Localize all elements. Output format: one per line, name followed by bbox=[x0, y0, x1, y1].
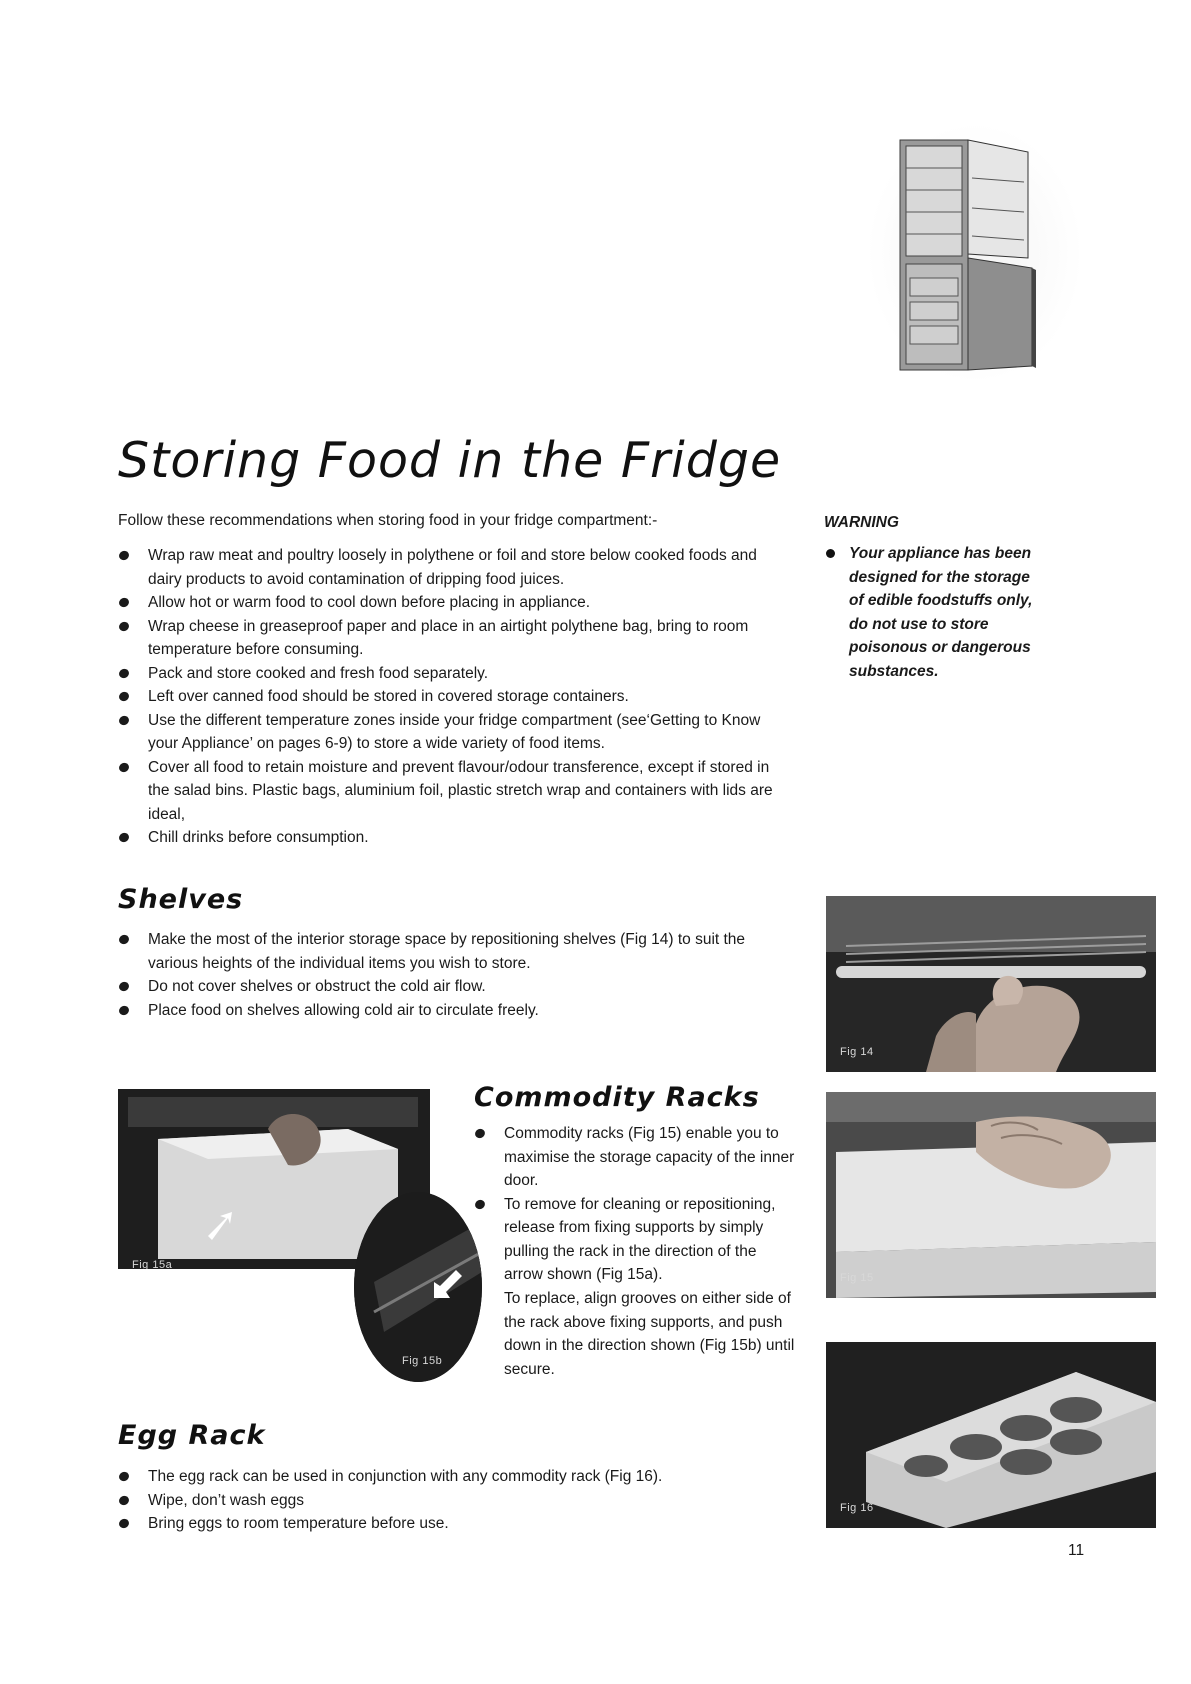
list-item: Bring eggs to room temperature before use. bbox=[118, 1512, 790, 1536]
fig16-photo bbox=[826, 1342, 1156, 1528]
list-item: Make the most of the interior storage space by repositioning shelves (Fig 14) to suit the various heights of the individual items you wish to store. bbox=[118, 928, 790, 975]
list-item: Wipe, don’t wash eggs bbox=[118, 1489, 790, 1513]
fig15-label: Fig 15 bbox=[840, 1272, 874, 1284]
page-title: Storing Food in the Fridge bbox=[118, 432, 782, 489]
list-item: Place food on shelves allowing cold air to circulate freely. bbox=[118, 999, 790, 1023]
commodity-heading: Commodity Racks bbox=[474, 1082, 760, 1113]
warning-text: Your appliance has been designed for the storage of edible foodstuffs only, do not use to store poisonous or dangerous substances. bbox=[824, 542, 1039, 683]
list-item: To remove for cleaning or repositioning, release from fixing supports by simply pulling the rack in the direction of the arrow shown (Fig 15a). bbox=[474, 1193, 796, 1287]
fig16-label: Fig 16 bbox=[840, 1502, 874, 1514]
warning-list bbox=[824, 542, 1039, 683]
shelves-list bbox=[118, 928, 790, 1022]
list-item: Left over canned food should be stored in covered storage containers. bbox=[118, 685, 790, 709]
list-item: Wrap cheese in greaseproof paper and place in an airtight polythene bag, bring to room temperature before consuming. bbox=[118, 615, 790, 662]
egg-list bbox=[118, 1465, 790, 1536]
fig15-photo bbox=[826, 1092, 1156, 1298]
list-item: Use the different temperature zones inside your fridge compartment (see‘Getting to Know your Appliance’ on pages 6-9) to store a wide variety of food items. bbox=[118, 709, 790, 756]
fridge-photo bbox=[860, 118, 1090, 388]
list-item: Cover all food to retain moisture and prevent flavour/odour transference, except if stored in the salad bins. Plastic bags, aluminium foil, plastic stretch wrap and containers with lids are ideal, bbox=[118, 756, 790, 827]
commodity-list bbox=[474, 1122, 796, 1287]
list-item: Commodity racks (Fig 15) enable you to maximise the storage capacity of the inner door. bbox=[474, 1122, 796, 1193]
fig15a-label: Fig 15a bbox=[132, 1259, 173, 1269]
storing-list bbox=[118, 544, 790, 850]
commodity-replace-text: To replace, align grooves on either side of the rack above fixing supports, and push down in the direction shown (Fig 15b) until secure. bbox=[504, 1290, 795, 1378]
fig14-label: Fig 14 bbox=[840, 1046, 874, 1058]
list-item: Chill drinks before consumption. bbox=[118, 826, 790, 850]
egg-heading: Egg Rack bbox=[118, 1420, 266, 1451]
fig15b-label: Fig 15b bbox=[402, 1355, 443, 1367]
list-item: The egg rack can be used in conjunction with any commodity rack (Fig 16). bbox=[118, 1465, 790, 1489]
shelves-heading: Shelves bbox=[118, 884, 244, 915]
list-item: Allow hot or warm food to cool down before placing in appliance. bbox=[118, 591, 790, 615]
list-item: Pack and store cooked and fresh food separately. bbox=[118, 662, 790, 686]
page-number: 11 bbox=[1068, 1542, 1085, 1559]
fig14-photo bbox=[826, 896, 1156, 1072]
list-item: Do not cover shelves or obstruct the cold air flow. bbox=[118, 975, 790, 999]
intro-text: Follow these recommendations when storing food in your fridge compartment:- bbox=[118, 512, 658, 529]
fig15b-photo bbox=[354, 1192, 482, 1382]
warning-heading: WARNING bbox=[824, 514, 899, 531]
list-item: Wrap raw meat and poultry loosely in polythene or foil and store below cooked foods and dairy products to avoid contamination of dripping food juices. bbox=[118, 544, 790, 591]
